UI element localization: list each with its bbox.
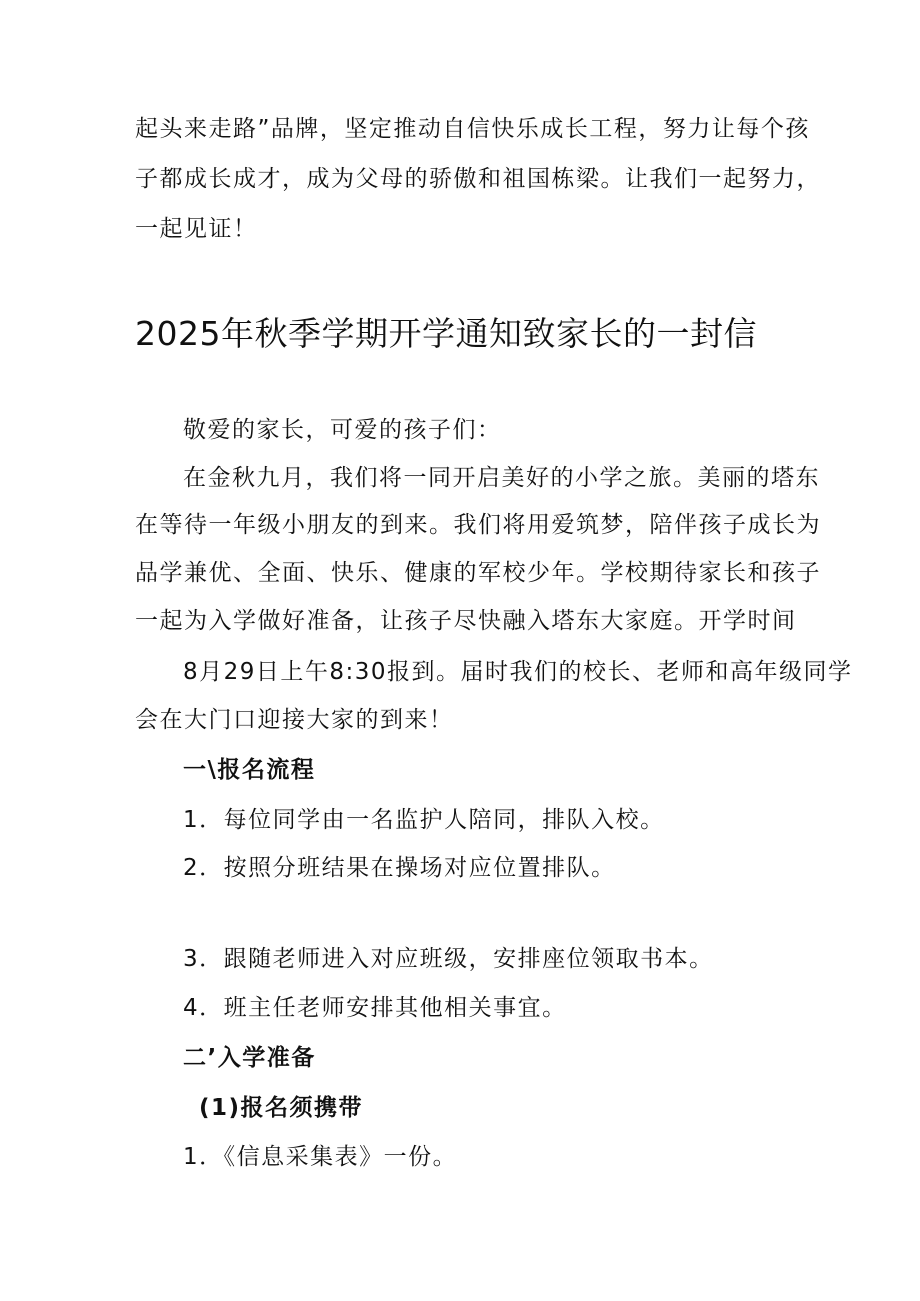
intro-line-1: 起头来走路”品牌，坚定推动自信快乐成长工程，努力让每个孩: [135, 116, 810, 142]
section1-item-3: 3．跟随老师进入对应班级，安排座位领取书本。: [183, 946, 714, 972]
section1-item-4: 4．班主任老师安排其他相关事宜。: [183, 995, 567, 1021]
body-line-1: 在金秋九月，我们将一同开启美好的小学之旅。美丽的塔东: [183, 465, 820, 491]
letter-title: 2025年秋季学期开学通知致家长的一封信: [135, 314, 757, 353]
body-line-4: 一起为入学做好准备，让孩子尽快融入塔东大家庭。开学时间: [135, 608, 797, 634]
body-line-6: 会在大门口迎接大家的到来！: [135, 707, 454, 733]
section1-item-2: 2．按照分班结果在操场对应位置排队。: [183, 855, 616, 881]
section1-heading: 一\报名流程: [183, 757, 316, 783]
body-line-2: 在等待一年级小朋友的到来。我们将用爱筑梦，陪伴孩子成长为: [135, 512, 821, 538]
section2-heading: 二’入学准备: [183, 1045, 316, 1071]
body-line-3: 品学兼优、全面、快乐、健康的军校少年。学校期待家长和孩子: [135, 560, 821, 586]
section1-item-1: 1．每位同学由一名监护人陪同，排队入校。: [183, 807, 665, 833]
intro-line-2: 子都成长成才，成为父母的骄傲和祖国栋梁。让我们一起努力，: [135, 166, 821, 192]
section2-item-1: 1．《信息采集表》一份。: [183, 1144, 458, 1170]
intro-line-3: 一起见证！: [135, 216, 258, 242]
body-line-5: 8月29日上午8:30报到。届时我们的校长、老师和高年级同学: [183, 659, 853, 685]
greeting: 敬爱的家长，可爱的孩子们：: [183, 417, 502, 443]
section2-subheading: (1)报名须携带: [199, 1095, 364, 1121]
